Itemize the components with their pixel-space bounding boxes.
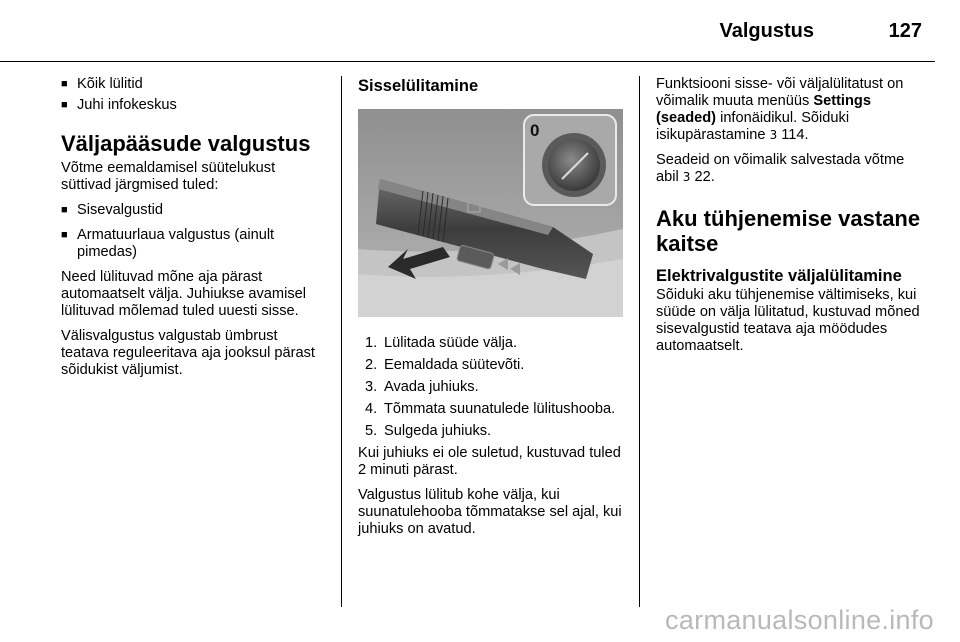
bullet-item: ■ Armatuurlaua valgustus (ainult pimedas) xyxy=(61,227,319,261)
numbered-step xyxy=(358,379,623,396)
bullet-item: ■ Kõik lülitid xyxy=(61,76,319,93)
numbered-step xyxy=(358,423,623,440)
header-title: Valgustus xyxy=(719,20,814,42)
step-number: 4. xyxy=(365,401,378,417)
intro-paragraph: Võtme eemaldamisel süütelukust süttivad järgmised tuled: xyxy=(61,160,276,193)
step-number: 1. xyxy=(365,335,378,351)
subheading-lighting-shutoff: Elektrivalgustite väljalülitamine xyxy=(656,267,902,285)
step-number: 2. xyxy=(365,357,378,373)
paragraph: Need lülituvad mõne aja pärast automaatselt välja. Juhiukse avamisel lülituvad mõlemad tuled uuesti sisse. xyxy=(61,269,306,319)
column-divider-2 xyxy=(639,76,640,607)
watermark: carmanualsonline.info xyxy=(665,605,934,635)
page-reference: 114. xyxy=(777,127,809,143)
step-text: Sulgeda juhiuks. xyxy=(384,423,492,439)
section-heading-exit-lighting: Väljapääsude valgustus xyxy=(61,131,311,156)
step-text: Avada juhiuks. xyxy=(384,379,479,395)
section-heading-battery-protection: Aku tühjenemise vastane kaitse xyxy=(656,206,921,256)
step-number: 3. xyxy=(365,379,378,395)
paragraph: Valgustus lülitub kohe välja, kui suunatulehooba tõmmatakse sel ajal, kui juhiuks on avatud. xyxy=(358,487,622,537)
page-reference-icon: 3 xyxy=(682,170,691,184)
text-run: infonäidikul. Sõiduki isikupärastamine xyxy=(656,110,850,143)
ignition-position-label: 0 xyxy=(530,121,540,140)
paragraph-key-memory xyxy=(656,152,924,186)
step-text: Tõmmata suunatulede lülitushooba. xyxy=(384,401,616,417)
column-2 xyxy=(358,76,623,543)
column-divider-1 xyxy=(341,76,342,607)
text-run: Funktsiooni sisse- või väljalülitatust on võimalik muuta menüüs xyxy=(656,76,904,109)
header-rule xyxy=(0,61,935,62)
settings-menu-name: Settings (seaded) xyxy=(656,93,871,126)
bullet-item: ■ Sisevalgustid xyxy=(61,202,319,219)
page-number: 127 xyxy=(888,20,922,42)
step-number: 5. xyxy=(365,423,378,439)
page-reference: 22. xyxy=(690,169,715,185)
ignition-and-indicator-stalk-illustration xyxy=(358,109,623,317)
numbered-step xyxy=(358,335,623,352)
numbered-step xyxy=(358,357,623,374)
page-reference-icon: 3 xyxy=(769,128,778,142)
bullet-item: ■ Juhi infokeskus xyxy=(61,97,319,114)
step-text: Lülitada süüde välja. xyxy=(384,335,518,351)
paragraph: Kui juhiuks ei ole suletud, kustuvad tuled 2 minuti pärast. xyxy=(358,445,621,478)
text-run: Seadeid on võimalik salvestada võtme abil xyxy=(656,152,905,185)
column-3 xyxy=(656,76,924,360)
numbered-step xyxy=(358,401,623,418)
section-heading-activation: Sisselülitamine xyxy=(358,77,479,95)
column-1 xyxy=(61,76,319,384)
step-text: Eemaldada süütevõti. xyxy=(384,357,525,373)
paragraph: Välisvalgustus valgustab ümbrust teatava reguleeritava aja jooksul pärast sõidukist väljumist. xyxy=(61,328,315,378)
paragraph: Sõiduki aku tühjenemise vältimiseks, kui süüde on välja lülitatud, kustuvad mõned sisevalgustid teatava aja möödudes automaatselt. xyxy=(656,287,920,354)
paragraph-settings xyxy=(656,76,924,144)
